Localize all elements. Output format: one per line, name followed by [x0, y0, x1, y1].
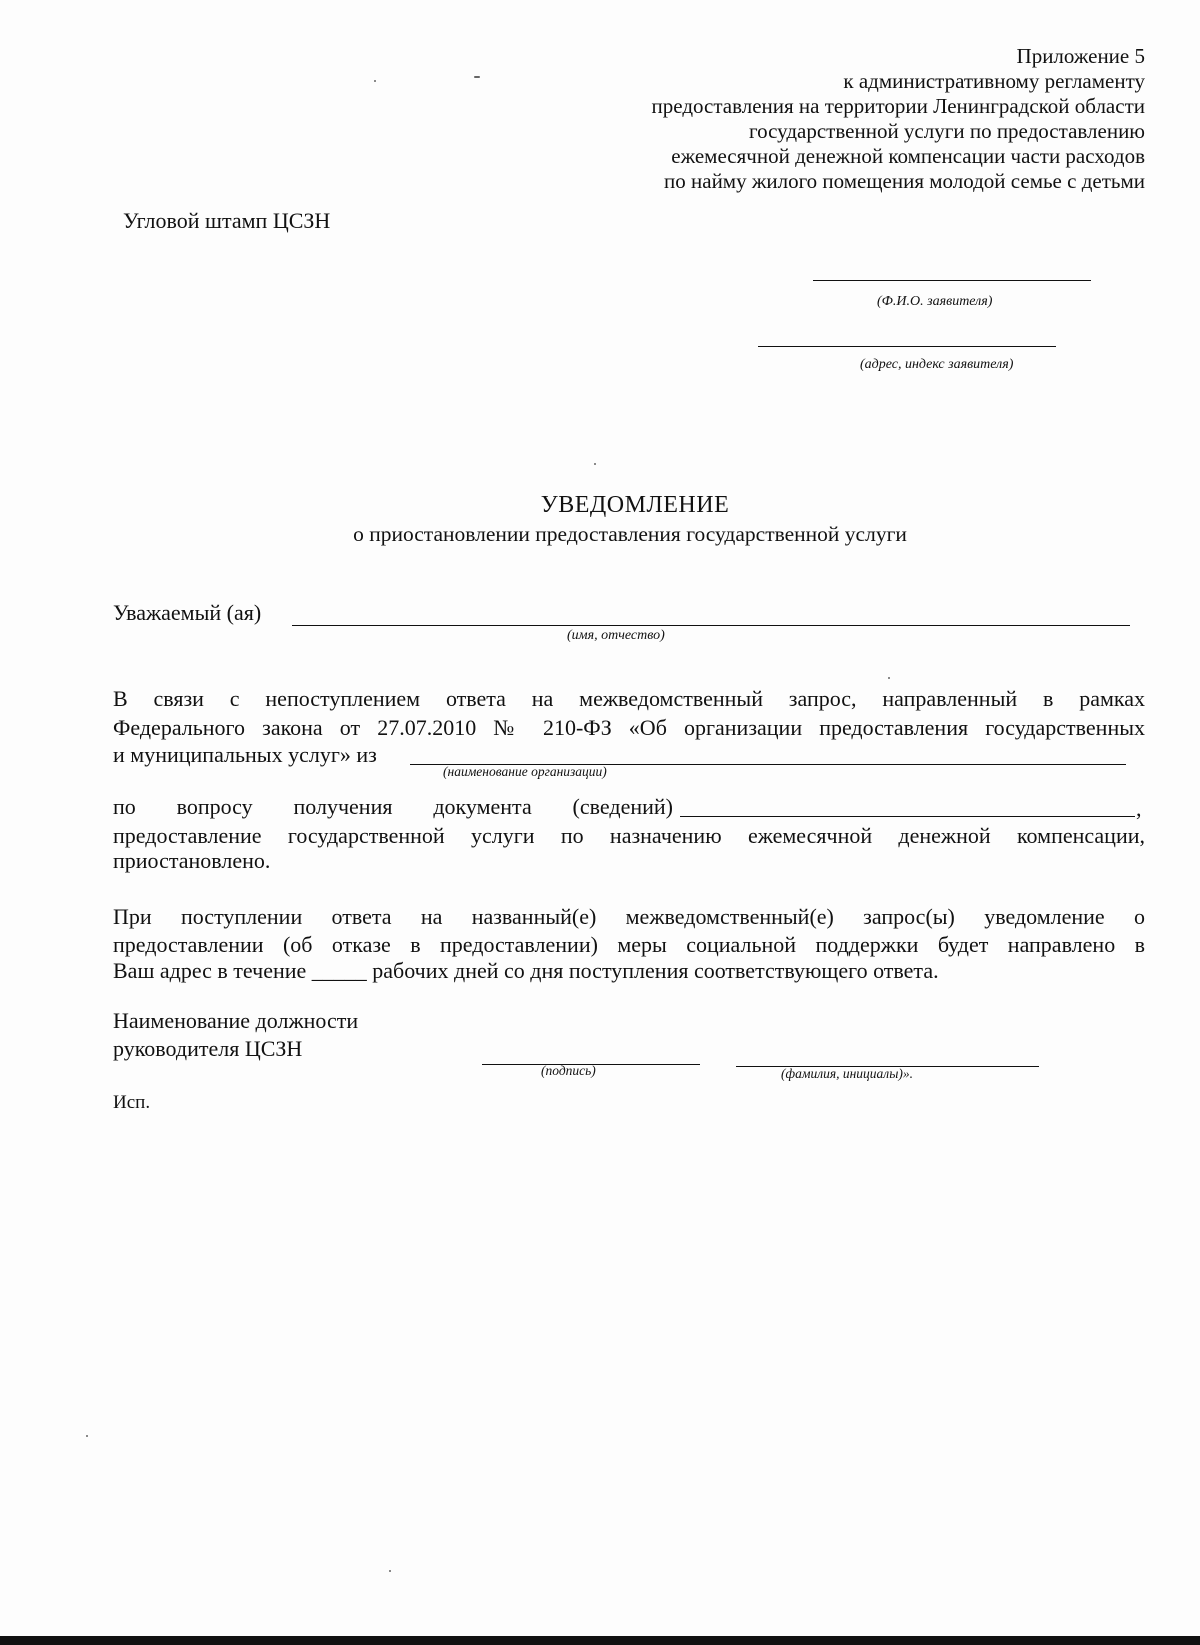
days-count-blank: _____ [311, 958, 367, 983]
notice-subtitle: о приостановлении предоставления государственной услуги [353, 522, 907, 546]
scan-speck [389, 1570, 391, 1572]
appendix-line: ежемесячной денежной компенсации части расходов [671, 144, 1145, 168]
appendix-line: по найму жилого помещения молодой семье с детьми [664, 169, 1145, 193]
scan-speck [594, 463, 596, 465]
paragraph-2-line-2: предоставление государственной услуги по назначению ежемесячной денежной компенсации, [113, 823, 1145, 848]
official-position-line-2: руководителя ЦСЗН [113, 1036, 303, 1061]
document-details-line [680, 816, 1135, 817]
salutation-label: Уважаемый (ая) [113, 600, 262, 625]
paragraph-1-line-3: и муниципальных услуг» из [113, 742, 377, 767]
paragraph-3-line-3 [113, 958, 939, 984]
official-name-caption: (фамилия, инициалы)». [781, 1066, 913, 1081]
paragraph-3-line-3-end: рабочих дней со дня поступления соответствующего ответа. [372, 958, 939, 983]
paragraph-3-line-1: При поступлении ответа на названный(е) межведомственный(е) запрос(ы) уведомление о [113, 904, 1145, 929]
applicant-name-line [813, 280, 1091, 281]
notice-title: УВЕДОМЛЕНИЕ [540, 492, 730, 518]
appendix-line: Приложение 5 [1016, 44, 1145, 68]
corner-stamp-label: Угловой штамп ЦСЗН [123, 208, 331, 233]
salutation-name-line [292, 625, 1130, 626]
scan-speck [474, 76, 480, 78]
appendix-line: предоставления на территории Ленинградской области [651, 94, 1145, 118]
appendix-header [652, 44, 1145, 194]
applicant-address-line [758, 346, 1056, 347]
scan-edge-bar [0, 1636, 1200, 1645]
scan-speck [374, 80, 376, 82]
salutation-caption: (имя, отчество) [567, 628, 665, 643]
paragraph-2-comma: , [1136, 796, 1142, 821]
paragraph-3-line-2: предоставлении (об отказе в предоставлении) меры социальной поддержки будет направлено в [113, 932, 1145, 957]
official-position-line-1: Наименование должности [113, 1008, 359, 1033]
paragraph-2-line-1: по вопросу получения документа (сведений) [113, 794, 673, 819]
paragraph-1-line-2: Федерального закона от 27.07.2010 № 210-ФЗ «Об организации предоставления государственных [113, 715, 1145, 740]
scan-speck [86, 1435, 88, 1437]
paragraph-1-line-1: В связи с непоступлением ответа на межведомственный запрос, направленный в рамках [113, 686, 1145, 711]
scan-speck [888, 677, 890, 679]
applicant-name-caption: (Ф.И.О. заявителя) [877, 294, 993, 309]
appendix-line: государственной услуги по предоставлению [749, 119, 1145, 143]
appendix-line: к административному регламенту [843, 69, 1145, 93]
organization-caption: (наименование организации) [443, 764, 607, 779]
applicant-address-caption: (адрес, индекс заявителя) [860, 357, 1014, 372]
paragraph-2-line-3: приостановлено. [113, 848, 271, 873]
executor-label: Исп. [113, 1092, 151, 1113]
paragraph-3-line-3-start: Ваш адрес в течение [113, 958, 307, 983]
signature-caption: (подпись) [541, 1063, 596, 1078]
